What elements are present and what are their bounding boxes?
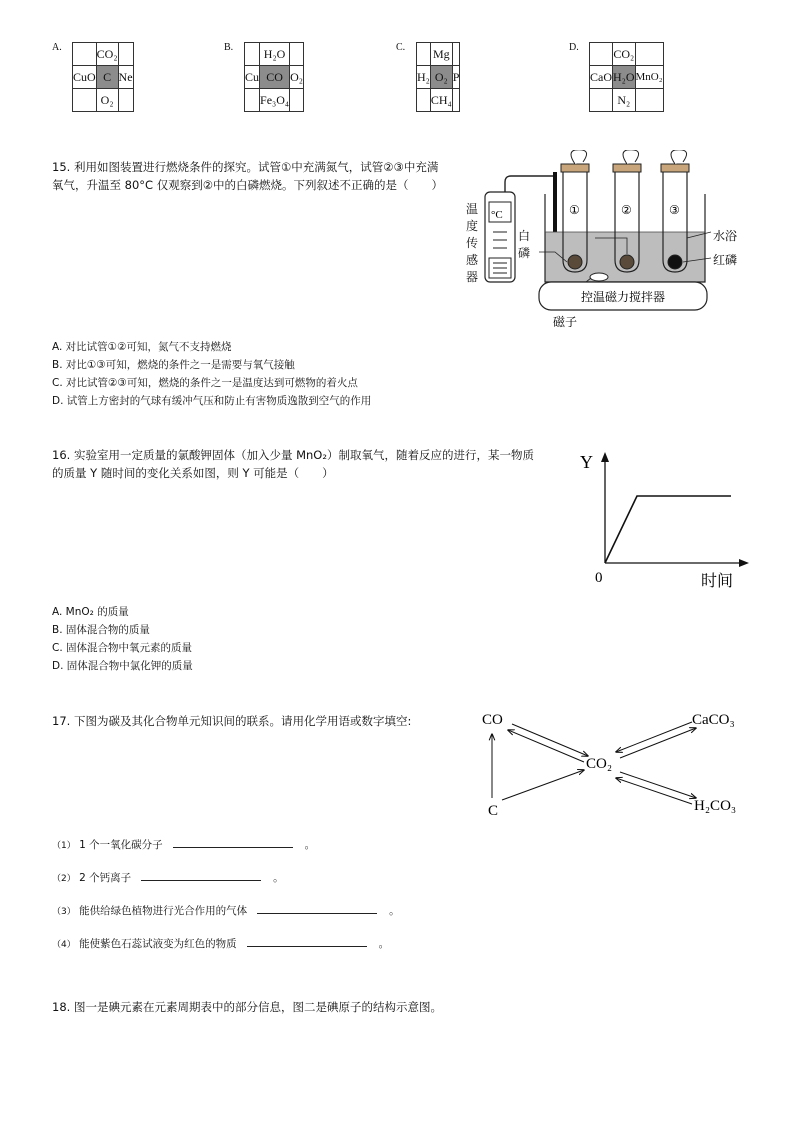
q18-question-text: 18. 图一是碘元素在元素周期表中的部分信息，图二是碘原子的结构示意图。 xyxy=(52,1000,442,1014)
q15-apparatus-figure xyxy=(455,150,755,335)
grid-c xyxy=(416,42,460,112)
q16-graph xyxy=(575,448,755,593)
option-letter: B. xyxy=(224,42,234,53)
q16-question-line1: 16. 实验室用一定质量的氯酸钾固体（加入少量 MnO₂）制取氧气，随着反应的进行，某一物质 xyxy=(52,448,534,462)
cell-right: O₂ xyxy=(290,66,304,89)
item-text: 2 个钙离子 xyxy=(79,872,132,884)
cell-left: Cu xyxy=(245,66,260,89)
sensor-label: 温度传感器 xyxy=(466,202,479,284)
option-letter: A. xyxy=(52,42,62,53)
red-phosphorus-label: 红磷 xyxy=(713,253,738,267)
cell-bottom: Fe₃O₄ xyxy=(260,89,290,112)
cell-top: CO₂ xyxy=(96,43,118,66)
node-co: CO xyxy=(482,712,503,728)
q17-item-1 xyxy=(52,835,315,855)
cell-top: Mg xyxy=(430,43,452,66)
node-h2co3: H₂CO₃ xyxy=(694,798,737,814)
answer-blank[interactable] xyxy=(173,835,293,848)
curve-line xyxy=(605,496,731,563)
item-end: 。 xyxy=(378,938,390,950)
cell-right: Ne xyxy=(118,66,133,89)
option-letter: D. xyxy=(569,42,579,53)
item-text: 能供给绿色植物进行光合作用的气体 xyxy=(79,905,248,917)
y-axis-label: Y xyxy=(580,452,593,472)
item-text: 能使紫色石蕊试液变为红色的物质 xyxy=(79,938,237,950)
water-bath-label: 水浴 xyxy=(713,229,738,243)
tube-label-1: ① xyxy=(569,203,580,217)
grid-d xyxy=(589,42,664,112)
q17-question-text: 17. 下图为碳及其化合物单元知识间的联系。请用化学用语或数字填空: xyxy=(52,714,412,728)
q17-item-4 xyxy=(52,934,389,954)
x-axis-label: 时间 xyxy=(701,571,734,590)
cell-center: H₂O xyxy=(613,66,636,89)
cell-bottom: CH₄ xyxy=(430,89,452,112)
cell-center: CO xyxy=(260,66,290,89)
node-caco3: CaCO₃ xyxy=(692,712,735,728)
q15-option-d[interactable]: D. 试管上方密封的气球有缓冲气压和防止有害物质逸散到空气的作用 xyxy=(52,395,372,407)
cell-right: P xyxy=(452,66,460,89)
item-number: （2） xyxy=(52,874,76,884)
cell-left: CaO xyxy=(590,66,613,89)
cell-left: H₂ xyxy=(417,66,431,89)
tube-label-2: ② xyxy=(621,203,632,217)
q15-option-c[interactable]: C. 对比试管②③可知，燃烧的条件之一是温度达到可燃物的着火点 xyxy=(52,377,358,389)
q17-item-2 xyxy=(52,868,284,888)
q15-question-text: 15. 利用如图装置进行燃烧条件的探究。试管①中充满氮气，试管②③中充满氧气，升温至 80°C 仅观察到②中的白磷燃烧。下列叙述不正确的是（ ） xyxy=(52,160,444,192)
item-end: 。 xyxy=(389,905,400,917)
q15-option-b[interactable]: B. 对比①③可知，燃烧的条件之一是需要与氧气接触 xyxy=(52,359,295,371)
item-end: 。 xyxy=(304,839,316,851)
cell-center: O₂ xyxy=(430,66,452,89)
origin-label: 0 xyxy=(595,570,603,586)
q16-question-line2: 的质量 Y 随时间的变化关系如图，则 Y 可能是（ ） xyxy=(52,466,334,480)
x-axis-arrow xyxy=(739,559,749,567)
item-end: 。 xyxy=(273,872,284,884)
cell-top: CO₂ xyxy=(613,43,636,66)
cell-right: MnO₂ xyxy=(635,66,663,89)
answer-blank[interactable] xyxy=(141,868,261,881)
q16-option-d[interactable]: D. 固体混合物中氯化钾的质量 xyxy=(52,660,193,672)
cell-bottom: N₂ xyxy=(613,89,636,112)
sensor-unit: °C xyxy=(491,209,503,221)
grid-a xyxy=(72,42,134,112)
answer-blank[interactable] xyxy=(257,901,377,914)
answer-blank[interactable] xyxy=(247,934,367,947)
q17-item-3 xyxy=(52,901,400,921)
cell-bottom: O₂ xyxy=(96,89,118,112)
item-number: （3） xyxy=(52,907,76,917)
cell-top: H₂O xyxy=(260,43,290,66)
white-phosphorus-label: 白磷 xyxy=(518,229,531,260)
node-c: C xyxy=(488,803,499,819)
item-number: （4） xyxy=(52,940,76,950)
stirrer-label: 控温磁力搅拌器 xyxy=(580,290,666,304)
grid-b xyxy=(244,42,304,112)
q17-carbon-diagram xyxy=(470,700,760,825)
q16-option-b[interactable]: B. 固体混合物的质量 xyxy=(52,624,150,636)
option-letter: C. xyxy=(396,42,406,53)
cell-center: C xyxy=(96,66,118,89)
q15-option-a[interactable]: A. 对比试管①②可知，氮气不支持燃烧 xyxy=(52,341,232,353)
item-number: （1） xyxy=(52,841,76,851)
y-axis-arrow xyxy=(601,452,609,462)
magnet-label: 磁子 xyxy=(552,315,578,329)
cell-left: CuO xyxy=(73,66,97,89)
tube-label-3: ③ xyxy=(669,203,680,217)
item-text: 1 个一氧化碳分子 xyxy=(79,839,163,851)
q16-option-a[interactable]: A. MnO₂ 的质量 xyxy=(52,606,129,618)
node-co2: CO₂ xyxy=(586,756,613,772)
q16-option-c[interactable]: C. 固体混合物中氧元素的质量 xyxy=(52,642,193,654)
